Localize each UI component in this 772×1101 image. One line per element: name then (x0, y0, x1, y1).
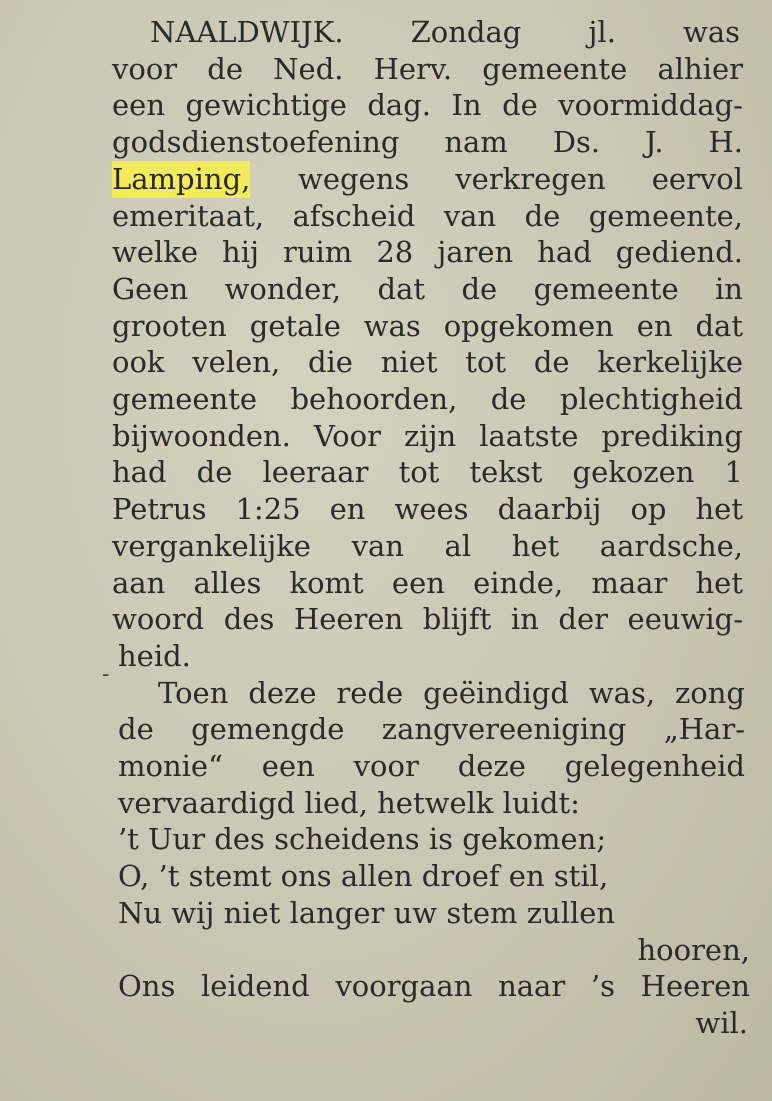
text-line (0, 565, 772, 602)
text-line-content: woord des Heeren blijft in der eeuwig- (112, 602, 743, 637)
text-line-content: vervaardigd lied, hetwelk luidt: (118, 785, 580, 820)
text-line (0, 895, 772, 932)
text-line-content: ook velen, die niet tot de kerkelijke (112, 345, 743, 380)
text-line (0, 1005, 772, 1042)
text-line-content: de gemengde zangvereeniging „Har- (118, 712, 745, 747)
text-line-content: Toen deze rede geëindigd was, zong (158, 675, 745, 710)
text-line (0, 675, 772, 712)
text-line-content: emeritaat, afscheid van de gemeente, (112, 198, 743, 233)
text-line-content: Ons leidend voorgaan naar ’s Heeren (118, 969, 750, 1004)
text-line-content: Nu wij niet langer uw stem zullen (118, 895, 616, 930)
text-line-content: godsdienstoefening nam Ds. J. H. (112, 125, 743, 160)
text-line (0, 14, 772, 51)
text-line (0, 858, 772, 895)
text-line (0, 344, 772, 381)
text-line (0, 932, 772, 969)
text-line (0, 785, 772, 822)
text-line-content: wil. (695, 1005, 748, 1040)
text-line (0, 711, 772, 748)
text-line (0, 968, 772, 1005)
text-line (0, 454, 772, 491)
text-line (0, 491, 772, 528)
highlighted-name: Lamping, (112, 161, 251, 196)
text-line (0, 198, 772, 235)
text-line-content: wegens verkregen eervol (298, 161, 743, 196)
text-line (0, 87, 772, 124)
text-line-content: hooren, (637, 932, 750, 967)
text-line (0, 821, 772, 858)
text-line-content: Petrus 1:25 en wees daarbij op het (112, 492, 743, 527)
text-line-content: ’t Uur des scheidens is gekomen; (118, 822, 607, 857)
text-line (0, 308, 772, 345)
text-line (0, 161, 772, 198)
margin-mark: - (102, 662, 110, 687)
text-line-content: aan alles komt een einde, maar het (112, 565, 743, 600)
text-line-content: heid. (118, 638, 191, 673)
text-line-content: grooten getale was opgekomen en dat (112, 308, 743, 343)
text-line-content: monie“ een voor deze gelegenheid (118, 749, 745, 783)
text-line-content: gemeente behoorden, de plechtigheid (112, 382, 743, 416)
text-line-content: welke hij ruim 28 jaren had gediend. (112, 235, 743, 270)
text-line (0, 528, 772, 565)
text-line (0, 601, 772, 638)
text-line (0, 638, 772, 675)
text-line-content: NAALDWIJK. Zondag jl. was (150, 15, 740, 49)
text-line-content: Geen wonder, dat de gemeente in (112, 271, 743, 306)
text-line-content: O, ’t stemt ons allen droef en stil, (118, 859, 609, 894)
text-line-content: voor de Ned. Herv. gemeente alhier (112, 51, 743, 86)
text-line (0, 271, 772, 308)
text-line (0, 381, 772, 418)
text-line-content: bijwoonden. Voor zijn laatste prediking (112, 418, 743, 453)
text-line (0, 51, 772, 88)
text-line-content: een gewichtige dag. In de voormiddag- (112, 88, 743, 123)
text-line (0, 124, 772, 161)
text-line-content: vergankelijke van al het aardsche, (112, 528, 743, 563)
text-line-content: had de leeraar tot tekst gekozen 1 (112, 455, 743, 490)
text-line (0, 234, 772, 271)
text-line (0, 748, 772, 785)
text-line (0, 418, 772, 455)
